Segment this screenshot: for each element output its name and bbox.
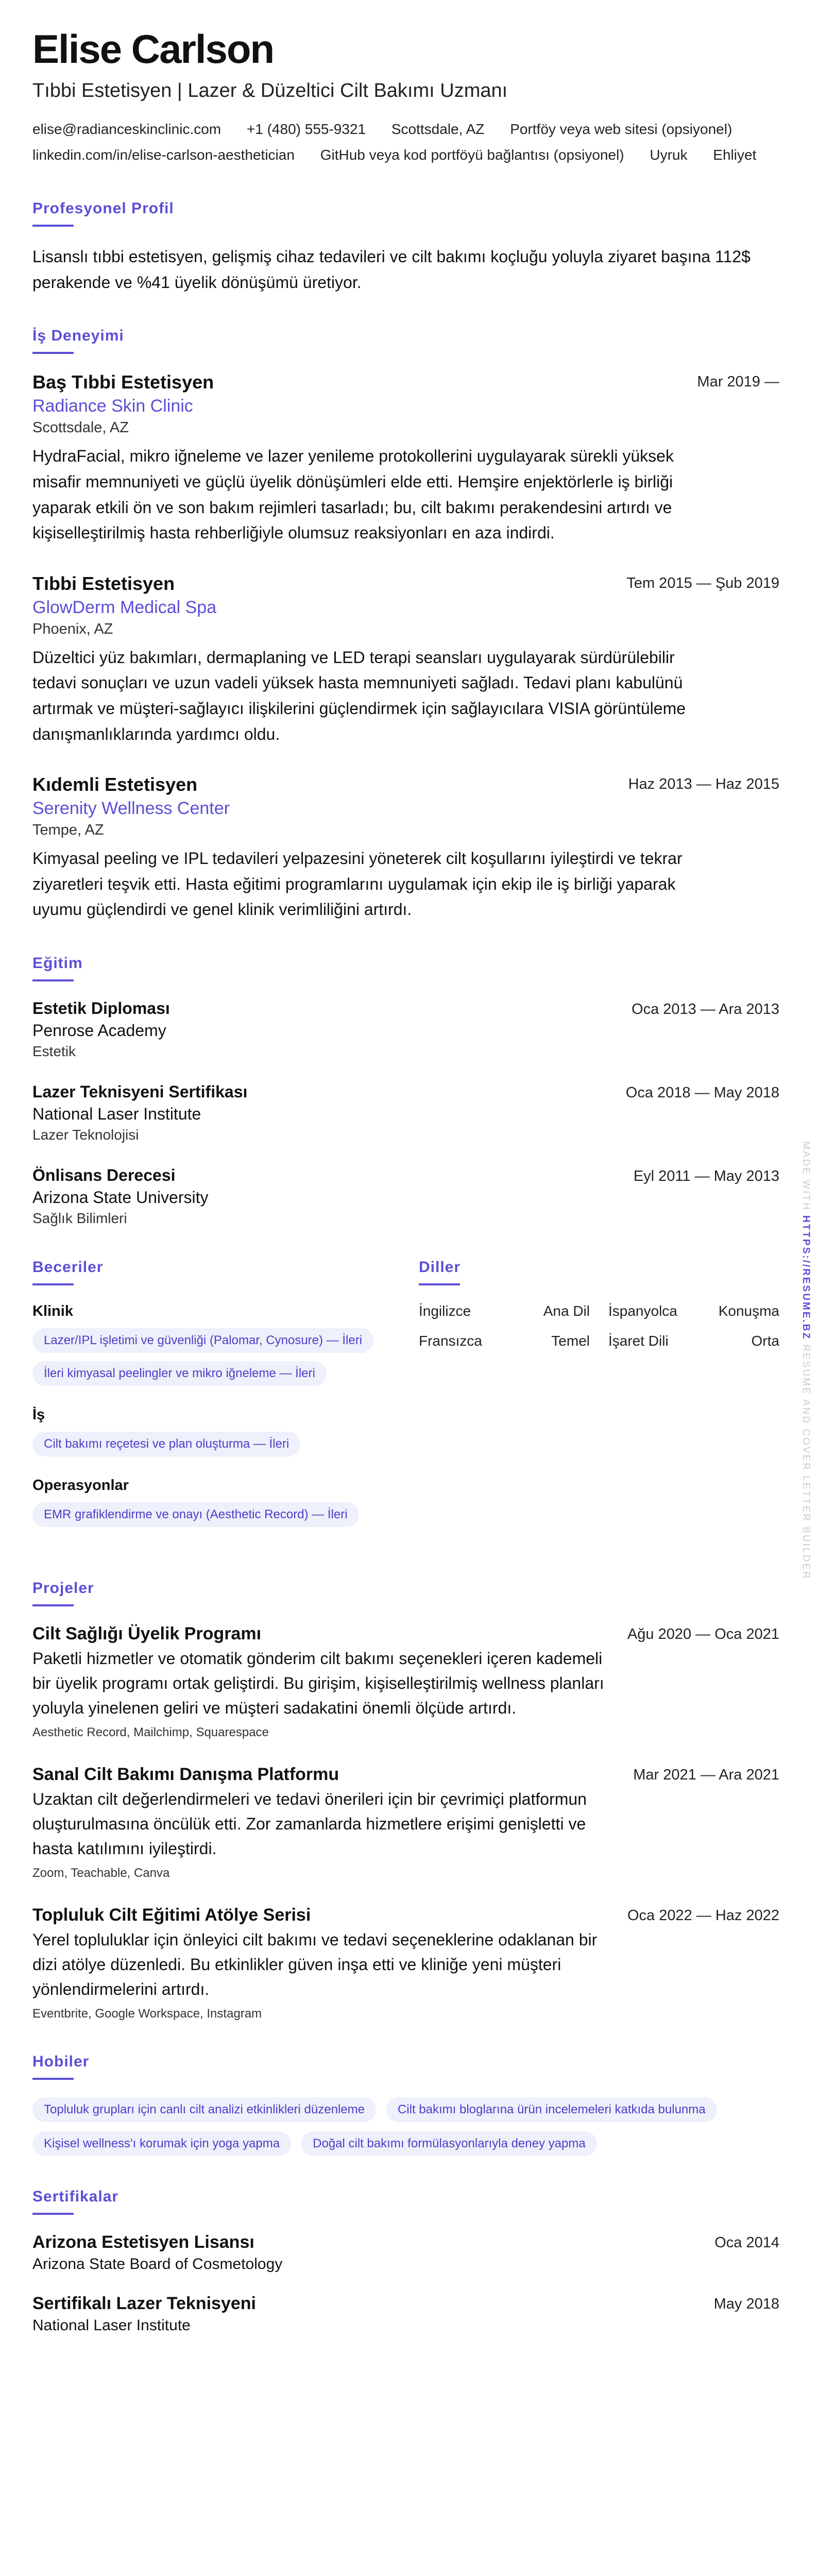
job-title: Kıdemli Estetisyen — [32, 774, 198, 795]
job-description: Düzeltici yüz bakımları, dermaplaning ve LED terapi seansları uygulayarak sürdürülebilir tedavi sonuçları ve uzun vadeli yüksek hasta memnuniyeti sağladı. Tedavi planı kabulünü artırmak ve müşteri-sağlayıcı ilişkilerini güçlendirmek için sağlayıcılara VISIA görüntüleme danışmanlıklarında yardımcı oldu. — [32, 648, 686, 743]
education-date: Oca 2018 — May 2018 — [625, 1084, 779, 1101]
language-item — [419, 1303, 590, 1319]
job-description: HydraFacial, mikro iğneleme ve lazer yenileme protokollerini uygulayarak sürekli yüksek misafir memnuniyeti ve güçlü üyelik dönüşümleri elde etti. Hemşire enjektörlerle iş birliği yaparak etkili ön ve son bakım rejimleri tasarladı; bu, cilt bakımı perakendesini artırdı ve kişiselleştirilmiş hasta rehberliğiyle olumsuz reaksiyonları en aza indirdi. — [32, 447, 674, 543]
contact-license: Ehliyet — [713, 146, 757, 163]
project-date: Oca 2022 — Haz 2022 — [627, 1907, 779, 1924]
hobby-chip: Topluluk grupları için canlı cilt analizi etkinlikleri düzenleme — [32, 2097, 376, 2122]
education-item — [32, 999, 779, 1060]
project-date: Mar 2021 — Ara 2021 — [633, 1766, 779, 1783]
skill-chip: Lazer/IPL işletimi ve güvenliği (Palomar, Cynosure) — İleri — [32, 1328, 373, 1353]
project-item — [32, 1624, 779, 1740]
language-name: Fransızca — [419, 1332, 482, 1349]
skill-chip-list — [32, 1432, 393, 1456]
skills-languages-row — [32, 1259, 779, 1548]
section-divider — [32, 1604, 74, 1606]
job-company: GlowDerm Medical Spa — [32, 597, 217, 617]
certification-issuer: Arizona State Board of Cosmetology — [32, 2255, 283, 2273]
education-degree: Önlisans Derecesi — [32, 1165, 176, 1184]
certification-name: Arizona Estetisyen Lisansı — [32, 2232, 254, 2252]
skill-group-title: Klinik — [32, 1302, 73, 1319]
builder-watermark — [800, 1141, 811, 1580]
section-divider — [32, 225, 74, 227]
resume-header — [32, 26, 779, 168]
section-divider — [32, 352, 74, 354]
education-school: National Laser Institute — [32, 1104, 201, 1123]
profile-summary: Lisanslı tıbbi estetisyen, gelişmiş cihaz tedavileri ve cilt bakımı koçluğu yoluyla ziyaret başına 112$ perakende ve %41 üyelik dönüşümü üretiyor. — [32, 247, 751, 292]
job-title: Baş Tıbbi Estetisyen — [32, 371, 214, 393]
language-name: İngilizce — [419, 1302, 471, 1319]
project-date: Ağu 2020 — Oca 2021 — [627, 1625, 779, 1642]
job-date: Mar 2019 — — [697, 374, 779, 391]
section-title-education: Eğitim — [32, 954, 83, 972]
job-location: Tempe, AZ — [32, 822, 104, 839]
education-date: Eyl 2011 — May 2013 — [633, 1167, 779, 1184]
skill-group-title: Operasyonlar — [32, 1477, 129, 1494]
section-divider — [32, 2078, 74, 2080]
contact-nationality: Uyruk — [650, 146, 688, 163]
project-title: Topluluk Cilt Eğitimi Atölye Serisi — [32, 1905, 311, 1925]
project-tools: Zoom, Teachable, Canva — [32, 1866, 170, 1880]
section-title-languages: Diller — [419, 1258, 461, 1276]
section-title-hobbies: Hobiler — [32, 2053, 90, 2070]
projects-section — [32, 1580, 779, 2021]
job-title: Tıbbi Estetisyen — [32, 572, 175, 594]
section-divider — [32, 2213, 74, 2215]
section-divider — [419, 1283, 460, 1285]
education-degree: Lazer Teknisyeni Sertifikası — [32, 1082, 248, 1101]
section-title-experience: İş Deneyimi — [32, 327, 124, 345]
language-level: Orta — [751, 1332, 779, 1349]
education-field: Lazer Teknolojisi — [32, 1126, 139, 1143]
watermark-prefix: MADE WITH — [800, 1141, 811, 1211]
language-item — [608, 1333, 779, 1349]
contact-location: Scottsdale, AZ — [391, 121, 485, 137]
contact-github[interactable]: GitHub veya kod portföyü bağlantısı (opsiyonel) — [320, 146, 624, 163]
project-item — [32, 1765, 779, 1880]
language-name: İşaret Dili — [608, 1332, 669, 1349]
language-item — [419, 1333, 590, 1349]
job-date: Tem 2015 — Şub 2019 — [626, 574, 779, 591]
job-location: Scottsdale, AZ — [32, 419, 129, 436]
project-tools: Eventbrite, Google Workspace, Instagram — [32, 2006, 262, 2021]
education-item — [32, 1166, 779, 1227]
skills-section — [32, 1259, 393, 1548]
resume-page — [32, 26, 779, 2355]
project-tools: Aesthetic Record, Mailchimp, Squarespace — [32, 1725, 269, 1739]
experience-item — [32, 573, 779, 747]
section-divider — [32, 979, 74, 981]
education-item — [32, 1082, 779, 1143]
contact-email[interactable]: elise@radianceskinclinic.com — [32, 121, 221, 137]
section-divider — [32, 1283, 74, 1285]
watermark-link[interactable]: HTTPS://RESUME.BZ — [800, 1215, 811, 1341]
certifications-section — [32, 2188, 779, 2334]
job-description: Kimyasal peeling ve IPL tedavileri yelpazesini yöneterek cilt koşullarını iyileştirdi ve tekrar ziyaretleri teşvik etti. Hasta eğitimi programlarını uygulamak için ekip ile iş birliği yaparak uyumu güçlendirdi ve genel klinik verimliliğini artırdı. — [32, 849, 683, 919]
certification-name: Sertifikalı Lazer Teknisyeni — [32, 2293, 256, 2313]
project-description: Uzaktan cilt değerlendirmeleri ve tedavi önerileri için bir çevrimiçi platformun oluşturulmasına öncülük etti. Zor zamanlarda hizmetlere erişimi genişletti ve hasta katılımını iyileştirdi. — [32, 1789, 587, 1858]
skill-group-title: İş — [32, 1406, 45, 1423]
certification-date: Oca 2014 — [714, 2234, 779, 2251]
project-item — [32, 1905, 779, 2021]
profile-section — [32, 200, 779, 296]
section-title-certifications: Sertifikalar — [32, 2188, 119, 2205]
candidate-name: Elise Carlson — [32, 26, 274, 72]
contact-phone[interactable]: +1 (480) 555-9321 — [246, 121, 366, 137]
experience-section — [32, 327, 779, 923]
hobbies-section — [32, 2053, 779, 2156]
project-description: Yerel topluluklar için önleyici cilt bakımı ve tedavi seçeneklerine odaklanan bir dizi atölye düzenledi. Bu etkinlikler güven inşa etti ve kliniğe yeni müşteri yönlendirmelerini artırdı. — [32, 1930, 598, 1998]
experience-item — [32, 371, 779, 546]
language-level: Konuşma — [718, 1302, 779, 1319]
contact-list — [32, 116, 779, 168]
skill-chip: EMR grafiklendirme ve onayı (Aesthetic Record) — İleri — [32, 1502, 359, 1527]
project-description: Paketli hizmetler ve otomatik gönderim cilt bakımı seçenekleri içeren kademeli bir üyelik programı ortak geliştirdi. Bu girişim, kişiselleştirilmiş wellness planları yoluyla yinelenen geliri ve müşteri sadakatini önemli ölçüde artırdı. — [32, 1649, 604, 1717]
candidate-headline: Tıbbi Estetisyen | Lazer & Düzeltici Cilt Bakımı Uzmanı — [32, 80, 508, 101]
hobby-chip-list — [32, 2097, 779, 2156]
experience-item — [32, 774, 779, 923]
job-company: Radiance Skin Clinic — [32, 396, 193, 416]
education-date: Oca 2013 — Ara 2013 — [632, 1001, 779, 1018]
project-title: Sanal Cilt Bakımı Danışma Platformu — [32, 1764, 339, 1784]
job-company: Serenity Wellness Center — [32, 799, 230, 819]
skill-chip: İleri kimyasal peelingler ve mikro iğneleme — İleri — [32, 1361, 327, 1386]
language-name: İspanyolca — [608, 1302, 677, 1319]
education-school: Arizona State University — [32, 1188, 209, 1207]
skill-chip-list — [32, 1328, 393, 1386]
language-grid — [419, 1303, 779, 1349]
language-level: Ana Dil — [543, 1302, 590, 1319]
contact-linkedin[interactable]: linkedin.com/in/elise-carlson-aesthetician — [32, 146, 295, 163]
education-section — [32, 955, 779, 1227]
education-degree: Estetik Diploması — [32, 998, 170, 1018]
skill-chip-list — [32, 1502, 393, 1527]
contact-portfolio[interactable]: Portföy veya web sitesi (opsiyonel) — [510, 121, 732, 137]
hobby-chip: Kişisel wellness'ı korumak için yoga yapma — [32, 2131, 291, 2156]
section-title-projects: Projeler — [32, 1579, 94, 1597]
section-title-skills: Beceriler — [32, 1258, 104, 1276]
skill-chip: Cilt bakımı reçetesi ve plan oluşturma — İleri — [32, 1432, 300, 1456]
certification-item — [32, 2294, 779, 2334]
job-location: Phoenix, AZ — [32, 620, 113, 637]
education-field: Sağlık Bilimleri — [32, 1210, 127, 1226]
certification-item — [32, 2232, 779, 2273]
certification-date: May 2018 — [713, 2295, 779, 2312]
languages-section — [419, 1259, 779, 1548]
section-title-profile: Profesyonel Profil — [32, 199, 174, 217]
hobby-chip: Cilt bakımı bloglarına ürün incelemeleri katkıda bulunma — [386, 2097, 717, 2122]
language-level: Temel — [551, 1332, 590, 1349]
certification-issuer: National Laser Institute — [32, 2316, 191, 2334]
job-date: Haz 2013 — Haz 2015 — [628, 776, 779, 793]
education-field: Estetik — [32, 1043, 76, 1059]
project-title: Cilt Sağlığı Üyelik Programı — [32, 1623, 262, 1643]
education-school: Penrose Academy — [32, 1021, 166, 1040]
watermark-suffix: RESUME AND COVER LETTER BUILDER — [800, 1344, 811, 1580]
language-item — [608, 1303, 779, 1319]
hobby-chip: Doğal cilt bakımı formülasyonlarıyla deney yapma — [301, 2131, 597, 2156]
